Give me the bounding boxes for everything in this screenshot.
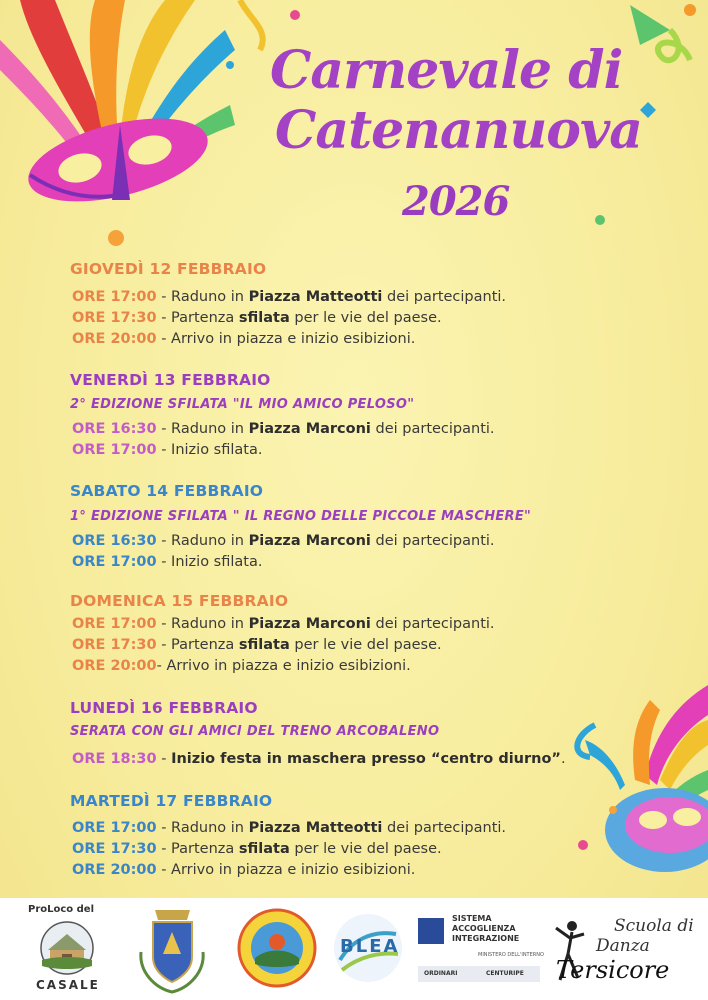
schedule-text: - Inizio sfilata. <box>156 442 263 458</box>
confetti-dot <box>106 228 126 248</box>
schedule-row <box>72 554 262 570</box>
blea-text: BLEA <box>340 936 400 957</box>
day-heading: MARTEDÌ 17 FEBBRAIO <box>70 792 273 810</box>
schedule-place: Inizio festa in maschera presso “centro diurno” <box>171 751 561 767</box>
schedule-text: - Raduno in <box>156 616 249 632</box>
schedule-time: ORE 17:00 <box>72 554 157 570</box>
schedule-place: Piazza Marconi <box>248 421 371 437</box>
association-logo-icon <box>237 908 317 988</box>
schedule-text: - Partenza <box>156 841 239 857</box>
sai-col-1: ORDINARI <box>424 970 458 977</box>
sai-col-2: CENTURIPE <box>486 970 524 977</box>
sai-ministry: MINISTERO DELL'INTERNO <box>478 952 544 958</box>
schedule-text: - Arrivo in piazza e inizio esibizioni. <box>156 862 416 878</box>
title-line-1: Carnevale di <box>270 40 623 101</box>
schedule-text: dei partecipanti. <box>382 289 507 305</box>
event-subtitle: 1° EDIZIONE SFILATA " IL REGNO DELLE PICCOLE MASCHERE" <box>70 509 532 524</box>
day-heading: SABATO 14 FEBBRAIO <box>70 482 264 500</box>
schedule-time: ORE 17:30 <box>72 841 157 857</box>
schedule-time: ORE 17:00 <box>72 289 157 305</box>
schedule-time: ORE 20:00 <box>72 658 157 674</box>
schedule-row <box>72 442 262 458</box>
schedule-time: ORE 17:00 <box>72 616 157 632</box>
schedule-time: ORE 17:30 <box>72 310 157 326</box>
schedule-text: - Partenza <box>156 310 239 326</box>
title-year: 2026 <box>402 178 510 225</box>
schedule-place: sfilata <box>238 841 290 857</box>
schedule-text: - Partenza <box>156 637 239 653</box>
schedule-text: - Raduno in <box>156 289 249 305</box>
schedule-text: per le vie del paese. <box>289 841 442 857</box>
event-subtitle: SERATA CON GLI AMICI DEL TRENO ARCOBALENO <box>70 724 440 739</box>
comune-crest-icon <box>135 902 210 996</box>
schedule-text: - Raduno in <box>156 533 249 549</box>
schedule-place: sfilata <box>238 310 290 326</box>
schedule-place: Piazza Marconi <box>248 533 371 549</box>
proloco-top-text: ProLoco del <box>28 904 95 915</box>
schedule-text: dei partecipanti. <box>370 533 495 549</box>
schedule-row <box>72 751 566 767</box>
schedule-time: ORE 16:30 <box>72 533 157 549</box>
dance-line-2: Danza <box>596 936 650 956</box>
schedule-row <box>72 841 442 857</box>
sponsor-logos-strip <box>0 898 708 1000</box>
proloco-bottom-text: CASALE <box>36 978 100 992</box>
schedule-row <box>72 421 495 437</box>
carnival-mask-bottom-right <box>565 685 708 895</box>
schedule-text: - <box>156 751 172 767</box>
schedule-text: dei partecipanti. <box>370 421 495 437</box>
schedule-text: - Arrivo in piazza e inizio esibizioni. <box>156 331 416 347</box>
schedule-text: per le vie del paese. <box>289 637 442 653</box>
schedule-time: ORE 20:00 <box>72 331 157 347</box>
schedule-time: ORE 17:00 <box>72 442 157 458</box>
title-line-2: Catenanuova <box>275 100 642 161</box>
proloco-emblem-icon <box>40 920 94 976</box>
schedule-row <box>72 289 506 305</box>
schedule-time: ORE 18:30 <box>72 751 157 767</box>
schedule-text: - Inizio sfilata. <box>156 554 263 570</box>
sai-square-icon <box>418 918 444 944</box>
day-heading: LUNEDÌ 16 FEBBRAIO <box>70 699 258 717</box>
schedule-row <box>72 820 506 836</box>
dance-school-logo <box>552 910 702 990</box>
schedule-place: Piazza Matteotti <box>248 289 383 305</box>
schedule-text: per le vie del paese. <box>289 310 442 326</box>
schedule-text: - Raduno in <box>156 421 249 437</box>
day-heading: DOMENICA 15 FEBBRAIO <box>70 592 289 610</box>
schedule-time: ORE 17:00 <box>72 820 157 836</box>
schedule-text: dei partecipanti. <box>382 820 507 836</box>
day-heading: GIOVEDÌ 12 FEBBRAIO <box>70 260 267 278</box>
day-heading: VENERDÌ 13 FEBBRAIO <box>70 371 271 389</box>
sai-logo <box>418 914 544 986</box>
schedule-place: Piazza Matteotti <box>248 820 383 836</box>
schedule-row <box>72 331 415 347</box>
blea-logo <box>332 910 404 986</box>
schedule-row <box>72 658 411 674</box>
schedule-place: Piazza Marconi <box>248 616 371 632</box>
sai-line-1: SISTEMA <box>452 914 492 923</box>
event-subtitle: 2° EDIZIONE SFILATA "IL MIO AMICO PELOSO" <box>70 397 415 412</box>
proloco-logo <box>22 902 112 996</box>
schedule-row <box>72 637 442 653</box>
schedule-row <box>72 533 495 549</box>
schedule-text: . <box>560 751 566 767</box>
dance-line-1: Scuola di <box>614 916 694 936</box>
schedule-place: sfilata <box>238 637 290 653</box>
schedule-row <box>72 616 495 632</box>
schedule-time: ORE 16:30 <box>72 421 157 437</box>
schedule-time: ORE 20:00 <box>72 862 157 878</box>
sai-line-3: INTEGRAZIONE <box>452 934 520 943</box>
schedule-row <box>72 310 442 326</box>
schedule-text: - Arrivo in piazza e inizio esibizioni. <box>156 658 411 674</box>
schedule-text: dei partecipanti. <box>370 616 495 632</box>
schedule-row <box>72 862 415 878</box>
schedule-time: ORE 17:30 <box>72 637 157 653</box>
sai-line-2: ACCOGLIENZA <box>452 924 516 933</box>
schedule-text: - Raduno in <box>156 820 249 836</box>
dance-line-3: Tersicore <box>556 956 670 984</box>
